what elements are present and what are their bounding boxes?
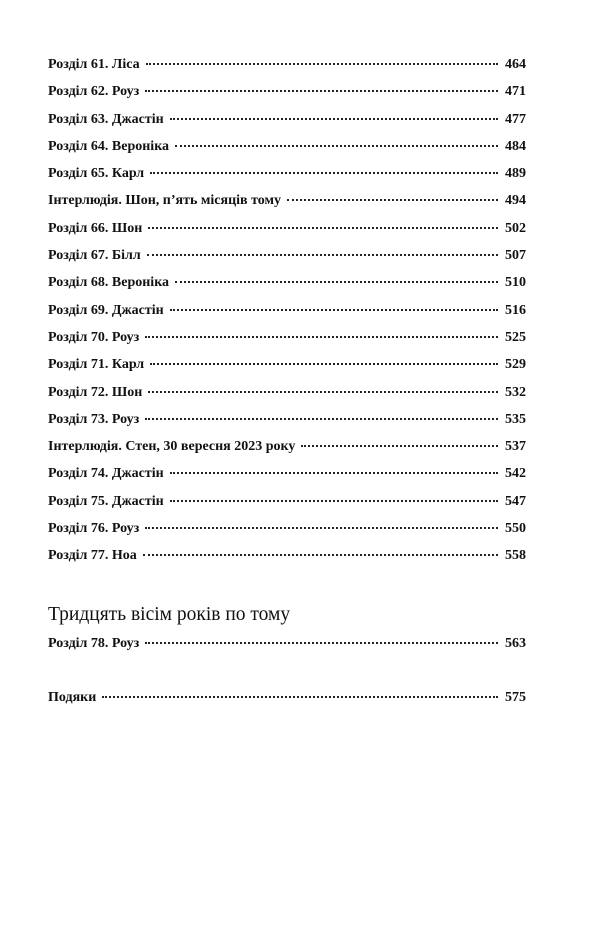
toc-entry-title: Розділ 76. Роуз <box>48 521 140 537</box>
toc-entry-title: Інтерлюдія. Шон, п’ять місяців тому <box>48 193 282 209</box>
toc-entry-page: 464 <box>505 57 526 72</box>
toc-entry-title: Розділ 72. Шон <box>48 384 143 400</box>
toc-entry-page: 489 <box>505 166 526 182</box>
toc-entry-title: Розділ 74. Джастін <box>48 466 164 482</box>
dot-leader <box>147 254 498 256</box>
dot-leader <box>102 696 498 698</box>
dot-leader <box>175 145 498 147</box>
toc-entry[interactable] <box>48 521 526 548</box>
toc-entry-page: 477 <box>505 111 526 127</box>
toc-entry[interactable] <box>48 248 526 275</box>
toc-entry[interactable] <box>48 112 526 139</box>
toc-entry-title: Розділ 66. Шон <box>48 220 143 236</box>
toc-entry-page: 471 <box>505 84 526 100</box>
toc-entry-page: 494 <box>505 193 526 209</box>
toc-entry[interactable] <box>48 193 526 220</box>
toc-entry-title: Подяки <box>48 690 97 705</box>
dot-leader <box>143 554 498 556</box>
toc-entry[interactable] <box>48 57 526 84</box>
dot-leader <box>301 445 498 447</box>
dot-leader <box>148 227 498 229</box>
toc-entry-title: Розділ 67. Білл <box>48 248 141 264</box>
toc-entry[interactable] <box>48 221 526 248</box>
dot-leader <box>170 118 498 120</box>
toc-back-matter <box>48 690 526 717</box>
dot-leader <box>175 281 498 283</box>
toc-entry-page: 537 <box>505 439 526 455</box>
toc-entry-page: 558 <box>505 548 526 564</box>
toc-entry-page: 575 <box>505 690 526 705</box>
dot-leader <box>150 172 498 174</box>
dot-leader <box>145 527 498 529</box>
part-heading: Тридцять вісім років по тому <box>48 604 291 625</box>
toc-entry-title: Розділ 73. Роуз <box>48 411 140 427</box>
toc-entry-page: 510 <box>505 275 526 291</box>
dot-leader <box>145 336 498 338</box>
toc-entry-page: 484 <box>505 138 526 154</box>
toc-entry-page: 502 <box>505 220 526 236</box>
toc-entry[interactable] <box>48 439 526 466</box>
toc-entry-title: Розділ 70. Роуз <box>48 329 140 345</box>
toc-entry[interactable] <box>48 690 526 717</box>
toc-entry-title: Розділ 65. Карл <box>48 166 145 182</box>
toc-entry[interactable] <box>48 139 526 166</box>
toc-entry[interactable] <box>48 357 526 384</box>
toc-entry[interactable] <box>48 385 526 412</box>
toc-entry-page: 535 <box>505 411 526 427</box>
toc-list <box>48 57 526 576</box>
toc-entry-title: Розділ 61. Ліса <box>48 57 140 72</box>
toc-entry-page: 507 <box>505 248 526 264</box>
dot-leader <box>148 391 498 393</box>
toc-entry-title: Розділ 63. Джастін <box>48 111 164 127</box>
toc-entry[interactable] <box>48 412 526 439</box>
toc-entry-title: Розділ 64. Вероніка <box>48 138 170 154</box>
dot-leader <box>170 309 498 311</box>
dot-leader <box>145 642 498 644</box>
toc-entry[interactable] <box>48 166 526 193</box>
toc-entry-page: 550 <box>505 521 526 537</box>
toc-entry-page: 529 <box>505 357 526 373</box>
dot-leader <box>145 90 498 92</box>
toc-entry-title: Розділ 69. Джастін <box>48 302 164 318</box>
toc-entry[interactable] <box>48 548 526 575</box>
toc-entry-page: 525 <box>505 329 526 345</box>
dot-leader <box>170 500 498 502</box>
toc-entry-title: Розділ 62. Роуз <box>48 84 140 100</box>
toc-entry-page: 563 <box>505 636 526 651</box>
toc-entry[interactable] <box>48 84 526 111</box>
toc-entry-title: Розділ 71. Карл <box>48 357 145 373</box>
toc-entry-page: 532 <box>505 384 526 400</box>
toc-part-list <box>48 636 526 663</box>
dot-leader <box>145 418 498 420</box>
dot-leader <box>287 199 498 201</box>
toc-entry-title: Розділ 78. Роуз <box>48 636 140 651</box>
toc-entry[interactable] <box>48 494 526 521</box>
toc-entry[interactable] <box>48 330 526 357</box>
toc-entry-title: Розділ 75. Джастін <box>48 493 164 509</box>
toc-entry[interactable] <box>48 636 526 663</box>
dot-leader <box>170 472 498 474</box>
toc-entry[interactable] <box>48 275 526 302</box>
toc-entry[interactable] <box>48 466 526 493</box>
toc-entry-page: 516 <box>505 302 526 318</box>
toc-entry[interactable] <box>48 303 526 330</box>
dot-leader <box>146 63 498 65</box>
toc-entry-title: Розділ 77. Ноа <box>48 548 137 564</box>
toc-entry-title: Розділ 68. Вероніка <box>48 275 170 291</box>
toc-entry-page: 542 <box>505 466 526 482</box>
toc-entry-page: 547 <box>505 493 526 509</box>
toc-entry-title: Інтерлюдія. Стен, 30 вересня 2023 року <box>48 439 296 455</box>
dot-leader <box>150 363 498 365</box>
